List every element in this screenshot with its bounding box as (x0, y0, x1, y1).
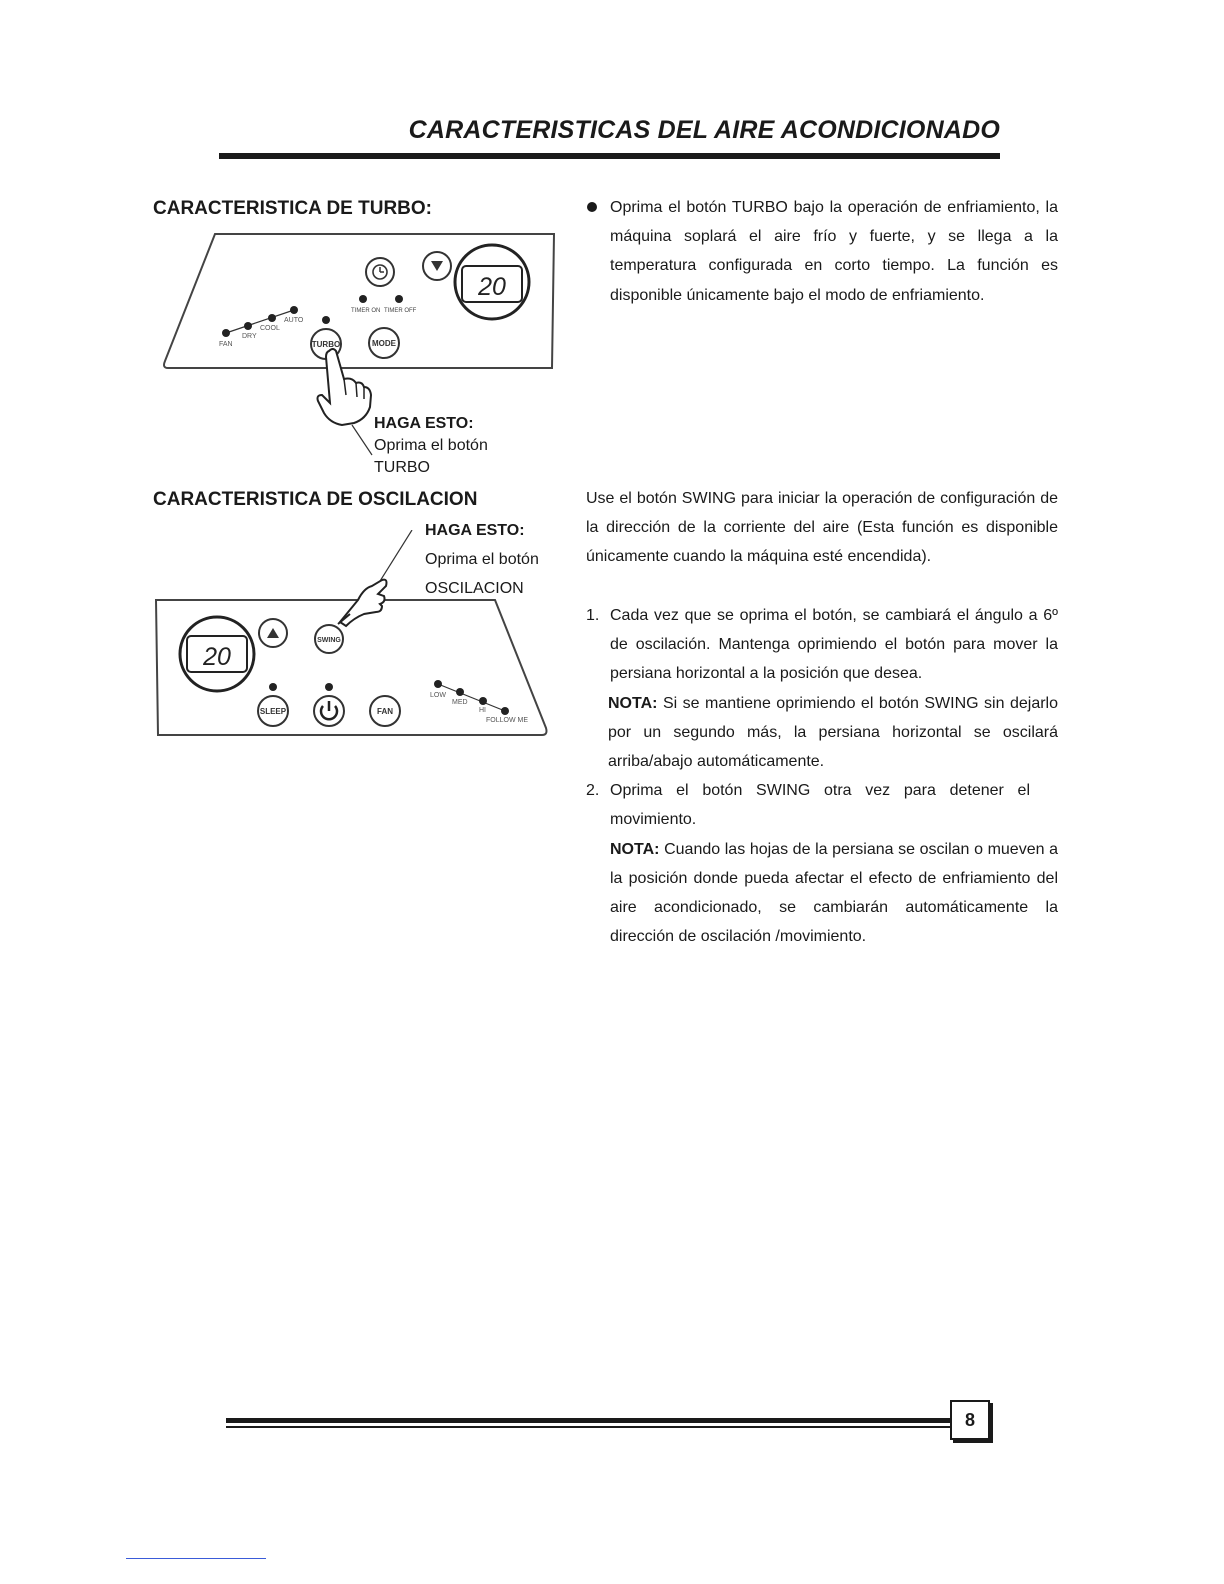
swing-hint-line2: OSCILACION (425, 580, 524, 597)
note-label: NOTA: (610, 840, 660, 858)
timer-off-label: TIMER OFF (384, 308, 417, 314)
note-label: NOTA: (608, 694, 658, 712)
swing-hint-line1: Oprima el botón (425, 551, 539, 568)
turbo-bullet-text: Oprima el botón TURBO bajo la operación de enfriamiento, la máquina soplará el aire frío y fuerte, y se llega a la temperatura configurada en corto tiempo. La función es disponible únicamente bajo el modo de enfriamiento. (610, 199, 1058, 304)
bottom-link-line (126, 1558, 266, 1559)
list-item-text: Oprima el botón SWING otra vez para detener el movimiento. (610, 782, 1030, 829)
list-number: 2. (586, 782, 600, 800)
mode-label-fan: FAN (219, 341, 233, 348)
triangle-up-icon (259, 619, 287, 647)
list-item (586, 601, 1058, 776)
page-number: 8 (950, 1400, 990, 1440)
svg-text:SLEEP: SLEEP (259, 707, 287, 716)
list-item-text: Cada vez que se oprima el botón, se cambiará el ángulo a 6º de oscilación. Mantenga oprimiendo el botón para mover la persiana horizontal a la posición que desea. (610, 607, 1058, 683)
swing-control-panel (150, 530, 555, 745)
page-title: CARACTERISTICAS DEL AIRE ACONDICIONADO (408, 116, 1000, 144)
note-text: Cuando las hojas de la persiana se oscilan o mueven a la posición donde pueda afectar el efecto de enfriamiento del aire acondicionado, se cambiarán automáticamente la dirección de oscilación /movimiento. (610, 840, 1059, 946)
timer-on-label: TIMER ON (351, 308, 381, 314)
list-item-note (608, 689, 1058, 777)
display-digits: 20 (478, 273, 506, 301)
mode-label-cool: COOL (260, 325, 280, 332)
svg-text:FAN: FAN (377, 707, 393, 716)
bullet-icon (587, 202, 597, 212)
fan-label-low: LOW (430, 692, 446, 699)
svg-text:SWING: SWING (317, 637, 341, 644)
footer-rule-thin (226, 1426, 952, 1428)
fan-label-follow-me: FOLLOW ME (486, 717, 529, 724)
list-item (586, 776, 1058, 951)
mode-label-dry: DRY (242, 333, 257, 340)
swing-heading: CARACTERISTICA DE OSCILACION (153, 489, 478, 510)
swing-panel-figure (150, 530, 555, 745)
svg-text:MODE: MODE (372, 339, 396, 348)
fan-label-hi: HI (479, 707, 486, 714)
fan-button (370, 696, 400, 726)
swing-button (315, 625, 343, 653)
mode-label-auto: AUTO (284, 317, 304, 324)
display-digits: 20 (203, 643, 231, 671)
turbo-heading: CARACTERISTICA DE TURBO: (153, 198, 433, 219)
power-icon (314, 696, 344, 726)
turbo-hint-line2: TURBO (374, 459, 430, 476)
fan-label-med: MED (452, 699, 468, 706)
turbo-hint-title: HAGA ESTO: (374, 415, 474, 432)
swing-hint-title: HAGA ESTO: (425, 522, 525, 539)
triangle-down-icon (423, 252, 451, 280)
svg-text:TURBO: TURBO (311, 340, 341, 349)
turbo-hint-line1: Oprima el botón (374, 437, 488, 454)
swing-intro: Use el botón SWING para iniciar la operación de configuración de la dirección de la corriente del aire (Esta función es disponible únicamente cuando la máquina esté encendida). (586, 490, 1058, 566)
turbo-hint (374, 413, 488, 479)
list-item-note (610, 835, 1058, 952)
sleep-button (258, 696, 288, 726)
list-number: 1. (586, 607, 600, 624)
clock-icon (366, 258, 394, 286)
title-rule (219, 153, 1000, 159)
note-text: Si se mantiene oprimiendo el botón SWING sin dejarlo por un segundo más, la persiana horizontal se oscilará arriba/abajo automáticamente. (608, 694, 1059, 771)
swing-instructions (586, 601, 1058, 951)
footer-rule (226, 1418, 952, 1423)
